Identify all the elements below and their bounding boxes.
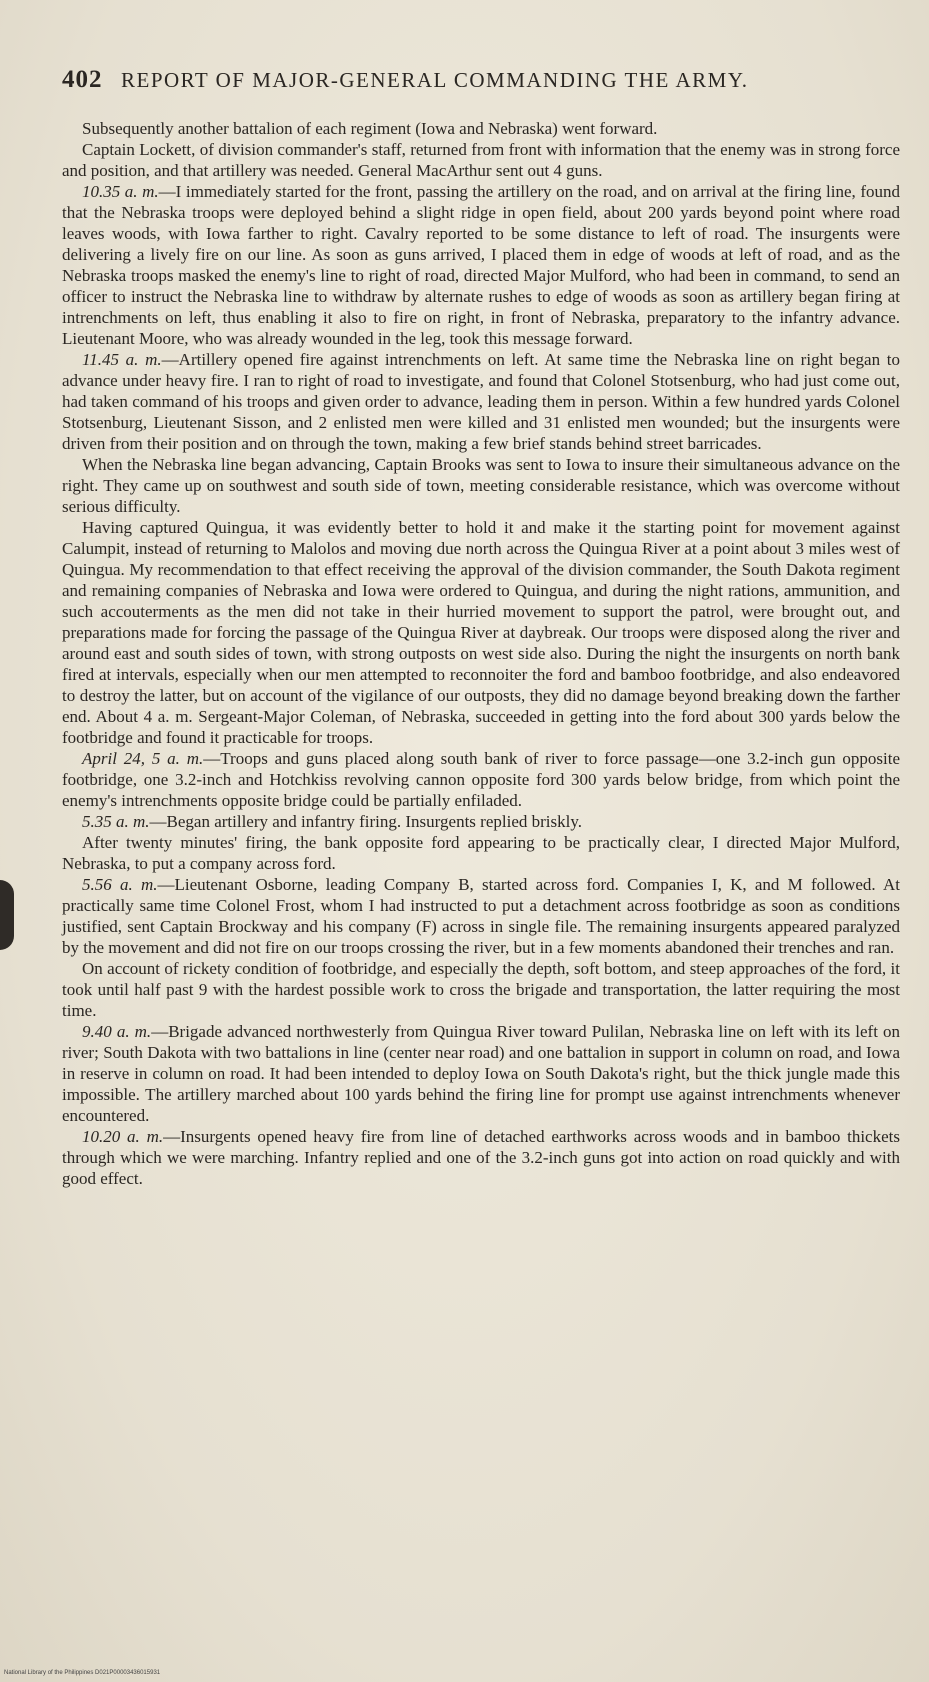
paragraph-text: When the Nebraska line began advancing, Captain Brooks was sent to Iowa to insure their simultaneous advance on the right. They came up on southwest and south side of town, meeting considerable resistance, which was overcome without serious difficulty. bbox=[62, 455, 900, 516]
paragraph bbox=[62, 874, 900, 958]
paragraph-text: After twenty minutes' firing, the bank opposite ford appearing to be practically clear, I directed Major Mulford, Nebraska, to put a company across ford. bbox=[62, 833, 900, 873]
paragraph bbox=[62, 517, 900, 748]
page-header bbox=[62, 66, 862, 94]
paragraph-text: —Began artillery and infantry firing. Insurgents replied briskly. bbox=[149, 812, 582, 831]
paragraph bbox=[62, 811, 900, 832]
timestamp: 5.35 a. m. bbox=[82, 812, 150, 831]
timestamp: 5.56 a. m. bbox=[82, 875, 158, 894]
paragraph-text: Having captured Quingua, it was evidently better to hold it and make it the starting point for movement against Calumpit, instead of returning to Malolos and moving due north across the Quingua River at a point about 3 miles west of Quingua. My recommendation to that effect receiving the approval of the division commander, the South Dakota regiment and remaining companies of Nebraska and Iowa were ordered to Quingua, and during the night rations, ammunition, and such accouterments as the men did not take in their hurried movement to support the patrol, were brought out, and preparations made for forcing the passage of the Quingua River at daybreak. Our troops were disposed along the river and around east and south sides of town, with strong outposts on west side also. During the night the insurgents on north bank fired at intervals, especially when our men attempted to reconnoiter the ford and bamboo footbridge, and also endeavored to destroy the latter, but on account of the vigilance of our outposts, they did no damage beyond breaking down the farther end. About 4 a. m. Sergeant-Major Coleman, of Nebraska, succeeded in getting into the ford about 300 yards below the footbridge and found it practicable for troops. bbox=[62, 518, 900, 747]
page-number: 402 bbox=[62, 66, 103, 93]
paragraph-text: On account of rickety condition of footbridge, and especially the depth, soft bottom, and steep approaches of the ford, it took until half past 9 with the hardest possible work to cross the brigade and transportation, the latter requiring the most time. bbox=[62, 959, 900, 1020]
paragraph bbox=[62, 1126, 900, 1189]
paragraph bbox=[62, 1021, 900, 1126]
paragraph bbox=[62, 748, 900, 811]
paragraph-text: —Brigade advanced northwesterly from Quingua River toward Pulilan, Nebraska line on left with its left on river; South Dakota with two battalions in line (center near road) and one battalion in support in column on road, and Iowa in reserve in column on road. It had been intended to deploy Iowa on South Dakota's right, but the thick jungle made this impossible. The artillery marched about 100 yards behind the firing line for prompt use against intrenchments whenever encountered. bbox=[62, 1022, 901, 1125]
paragraph-text: —Artillery opened fire against intrenchments on left. At same time the Nebraska line on right began to advance under heavy fire. I ran to right of road to investigate, and found that Colonel Stotsenburg, who had just come out, had taken command of his troops and given order to advance, leading them in person. Within a few hundred yards Colonel Stotsenburg, Lieutenant Sisson, and 2 enlisted men were killed and 31 enlisted men wounded; but the insurgents were driven from their position and on through the town, making a few brief stands behind street barricades. bbox=[62, 350, 900, 453]
paragraph-text: —Insurgents opened heavy fire from line of detached earthworks across woods and in bamboo thickets through which we were marching. Infantry replied and one of the 3.2-inch guns got into action on road quickly and with good effect. bbox=[62, 1127, 900, 1188]
paragraph bbox=[62, 832, 900, 874]
paragraph-text: —Lieutenant Osborne, leading Company B, started across ford. Companies I, K, and M followed. At practically same time Colonel Frost, whom I had instructed to put a detachment across footbridge as soon as conditions justified, sent Captain Brockway and his company (F) across in single file. The remaining insurgents appeared paralyzed by the movement and did not fire on our troops crossing the river, but in a few moments abandoned their trenches and ran. bbox=[62, 875, 900, 957]
timestamp: April 24, 5 a. m. bbox=[82, 749, 204, 768]
paragraph-text: Subsequently another battalion of each regiment (Iowa and Nebraska) went forward. bbox=[82, 119, 658, 138]
paragraph bbox=[62, 118, 900, 139]
paragraph-text: —I immediately started for the front, passing the artillery on the road, and on arrival at the firing line, found that the Nebraska troops were deployed behind a slight ridge in open field, about 200 yards beyond point where road leaves woods, with Iowa farther to right. Cavalry reported to be some distance to left of road. The insurgents were delivering a lively fire on our line. As soon as guns arrived, I placed them in edge of woods at left of road, and as the Nebraska troops masked the enemy's line to right of road, directed Major Mulford, who had been in command, to send an officer to instruct the Nebraska line to withdraw by alternate rushes to edge of woods as soon as artillery began firing at intrenchments on left, thus enabling it also to fire on right, in front of Nebraska, preparatory to the infantry advance. Lieutenant Moore, who was already wounded in the leg, took this message forward. bbox=[62, 182, 901, 348]
paragraph-text: Captain Lockett, of division commander's staff, returned from front with information that the enemy was in strong force and position, and that artillery was needed. General MacArthur sent out 4 guns. bbox=[62, 140, 900, 180]
timestamp: 11.45 a. m. bbox=[82, 350, 162, 369]
timestamp: 10.20 a. m. bbox=[82, 1127, 164, 1146]
paragraph bbox=[62, 349, 900, 454]
paragraph-text: —Troops and guns placed along south bank of river to force passage—one 3.2-inch gun opposite footbridge, one 3.2-inch and Hotchkiss revolving cannon opposite ford 300 yards below bridge, from which point the enemy's intrenchments opposite bridge could be partially enfiladed. bbox=[62, 749, 900, 810]
timestamp: 10.35 a. m. bbox=[82, 182, 159, 201]
report-body bbox=[62, 118, 900, 1189]
page-edge-blot bbox=[0, 880, 14, 950]
paragraph bbox=[62, 454, 900, 517]
running-title: REPORT OF MAJOR-GENERAL COMMANDING THE ARMY. bbox=[121, 68, 749, 92]
paragraph bbox=[62, 181, 900, 349]
scan-source-note: National Library of the Philippines D021P00003436015931 bbox=[4, 1670, 161, 1676]
timestamp: 9.40 a. m. bbox=[82, 1022, 152, 1041]
paragraph bbox=[62, 958, 900, 1021]
paragraph bbox=[62, 139, 900, 181]
